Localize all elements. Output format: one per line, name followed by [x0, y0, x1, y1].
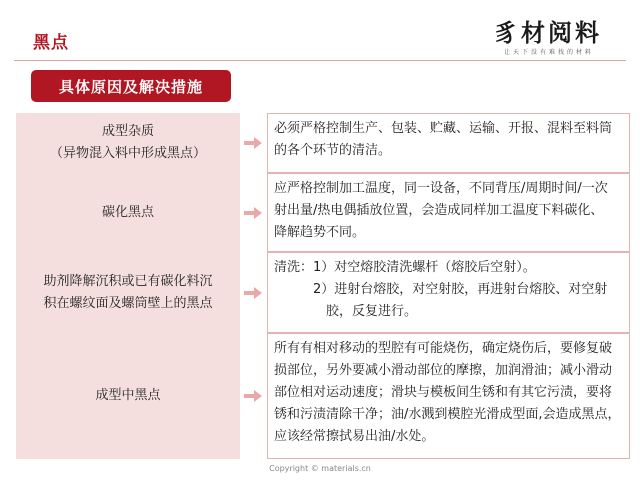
logo-subtext: 让天下没有难找的材料 [504, 49, 595, 56]
cause-cell [16, 333, 240, 460]
solution-line: 射出量/热电偶插放位置，会造成同样加工温度下料碳化、 [274, 203, 604, 218]
cause-cell [16, 252, 240, 334]
solution-line: 胶，反复进行。 [274, 304, 418, 319]
solution-cell [267, 173, 630, 252]
solution-line: 应该经常擦拭易出油/水处。 [274, 429, 435, 444]
cause-line: 成型杂质 [101, 124, 154, 139]
cause-line: 积在螺纹面及螺筒壁上的黑点 [43, 295, 213, 311]
solution-cell [267, 113, 630, 173]
cause-line: 成型中黑点 [95, 388, 161, 403]
cause-line: 碳化黑点 [101, 204, 154, 220]
right-arrow-icon [244, 390, 262, 402]
solution-line: 应严格控制加工温度，同一设备，不同背压/周期时间/一次 [274, 181, 608, 196]
solution-line: 降解趋势不同。 [274, 225, 366, 240]
solution-line: 2）进射台熔胶，对空射胶，再进射台熔胶、对空射 [274, 282, 608, 297]
right-arrow-icon [244, 137, 262, 149]
copyright-text: Copyright © materials.cn [269, 464, 371, 473]
table-row [16, 173, 630, 252]
table-row [16, 333, 630, 459]
cause-cell [16, 113, 240, 174]
solution-line: 所有有相对移动的型腔有可能烧伤，确定烧伤后，要修复破 [274, 341, 613, 356]
cause-cell [16, 173, 240, 253]
brand-logo [494, 20, 634, 60]
solution-line: 清洗：1）对空熔胶清洗螺杆（熔胶后空射）。 [274, 260, 536, 275]
solution-line: 锈和污渍清除干净；油/水溅到模腔光滑成型面,会造成黑点， [274, 407, 621, 422]
table-row [16, 252, 630, 333]
header-divider [14, 60, 626, 61]
page-title: 黑点 [33, 33, 69, 53]
right-arrow-icon [244, 207, 262, 219]
solution-cell [267, 333, 630, 459]
solution-line: 部位相对运动速度；滑块与模板间生锈和有其它污渍，要将 [274, 385, 613, 400]
logo-text: 豸材阅料 [494, 18, 602, 47]
solution-line: 的各个环节的清洁。 [274, 143, 392, 158]
right-arrow-icon [244, 287, 262, 299]
solution-line: 必须严格控制生产、包装、贮藏、运输、开报、混料至料筒 [274, 121, 613, 136]
cause-line: 助剂降解沉积或已有碳化料沉 [43, 273, 213, 289]
table-row [16, 113, 630, 173]
cause-line: （异物混入料中形成黑点） [49, 146, 206, 161]
section-badge: 具体原因及解决措施 [31, 70, 231, 102]
solution-cell [267, 252, 630, 333]
solution-line: 损部位，另外要减小滑动部位的摩擦，加润滑油；减小滑动 [274, 363, 613, 378]
